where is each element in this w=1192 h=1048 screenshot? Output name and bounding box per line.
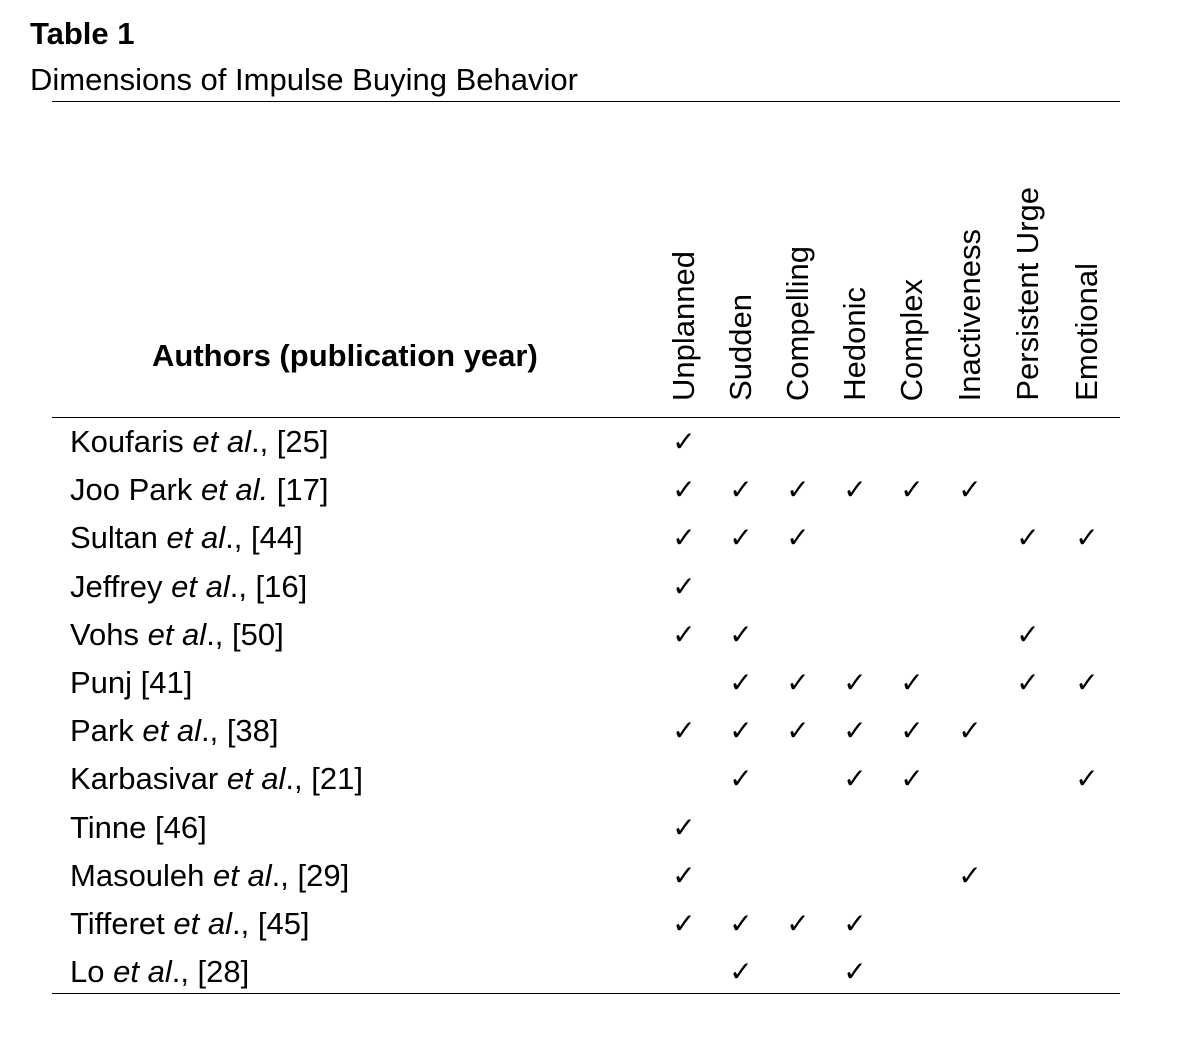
table-row xyxy=(0,563,1192,611)
table-row xyxy=(0,466,1192,514)
citation-ref: ., [44] xyxy=(225,520,303,556)
author-cell xyxy=(70,755,363,803)
check-mark-icon: ✓ xyxy=(843,714,867,748)
author-cell xyxy=(70,900,310,948)
table-row xyxy=(0,900,1192,948)
author-cell xyxy=(70,611,284,659)
table-title: Dimensions of Impulse Buying Behavior xyxy=(30,62,578,97)
check-mark-icon: ✓ xyxy=(786,666,810,699)
check-mark-icon: ✓ xyxy=(900,714,924,748)
citation-ref: ., [28] xyxy=(171,954,250,990)
check-mark-icon: ✓ xyxy=(672,473,696,507)
et-al: et al xyxy=(213,857,272,893)
author-name: Masouleh xyxy=(70,857,205,893)
author-name: Sultan xyxy=(70,520,158,556)
column-header-unplanned: Unplanned xyxy=(666,251,701,401)
author-name: Koufaris xyxy=(70,424,184,459)
check-mark-icon: ✓ xyxy=(843,762,867,796)
authors-column-header: Authors (publication year) xyxy=(152,338,538,373)
citation-ref: ., [50] xyxy=(206,616,284,652)
check-mark-icon: ✓ xyxy=(672,907,696,940)
check-mark-icon: ✓ xyxy=(786,521,810,555)
check-mark-icon: ✓ xyxy=(958,714,982,748)
column-header-compelling: Compelling xyxy=(780,245,815,401)
citation-ref: ., [38] xyxy=(200,713,279,749)
et-al: et al xyxy=(171,568,230,604)
table-row xyxy=(0,804,1192,852)
check-mark-icon: ✓ xyxy=(1075,521,1099,555)
citation-ref: [17] xyxy=(268,472,329,508)
check-mark-icon: ✓ xyxy=(786,473,810,507)
check-mark-icon: ✓ xyxy=(672,858,696,892)
check-mark-icon: ✓ xyxy=(729,714,753,748)
check-mark-icon: ✓ xyxy=(786,714,810,748)
et-al: et al xyxy=(192,424,251,459)
check-mark-icon: ✓ xyxy=(843,473,867,507)
table-row xyxy=(0,852,1192,900)
check-mark-icon: ✓ xyxy=(672,569,696,603)
author-cell xyxy=(70,852,349,900)
author-cell xyxy=(70,563,307,611)
check-mark-icon: ✓ xyxy=(843,907,867,940)
column-header-emotional: Emotional xyxy=(1069,263,1104,401)
et-al: et al xyxy=(142,713,201,749)
check-mark-icon: ✓ xyxy=(786,907,810,940)
author-cell xyxy=(70,418,329,466)
check-mark-icon: ✓ xyxy=(1016,666,1040,699)
check-mark-icon: ✓ xyxy=(1075,666,1099,699)
author-name: Vohs xyxy=(70,616,139,652)
author-cell xyxy=(70,804,207,852)
check-mark-icon: ✓ xyxy=(672,810,696,844)
author-name: Park xyxy=(70,713,134,749)
top-rule xyxy=(52,101,1120,102)
author-name: Lo xyxy=(70,954,105,990)
check-mark-icon: ✓ xyxy=(729,907,753,940)
table-row xyxy=(0,611,1192,659)
column-header-persistent-urge: Persistent Urge xyxy=(1010,187,1045,401)
author-name: Jeffrey xyxy=(70,568,163,604)
table-row xyxy=(0,659,1192,707)
check-mark-icon: ✓ xyxy=(729,473,753,507)
et-al: et al xyxy=(226,761,286,797)
author-name: Tinne [46] xyxy=(70,809,207,845)
et-al: et al xyxy=(147,616,207,652)
check-mark-icon: ✓ xyxy=(843,666,867,699)
et-al: et al xyxy=(173,906,232,941)
author-name: Tifferet xyxy=(70,906,165,941)
author-cell xyxy=(70,659,192,707)
table-number: Table 1 xyxy=(30,16,135,51)
citation-ref: ., [45] xyxy=(232,906,310,941)
author-name: Punj [41] xyxy=(70,665,193,700)
check-mark-icon: ✓ xyxy=(729,521,753,555)
column-header-hedonic: Hedonic xyxy=(837,287,872,401)
check-mark-icon: ✓ xyxy=(958,858,982,892)
citation-ref: ., [21] xyxy=(285,761,363,797)
citation-ref: ., [25] xyxy=(250,424,329,459)
check-mark-icon: ✓ xyxy=(900,473,924,507)
author-cell xyxy=(70,707,279,755)
table-row xyxy=(0,418,1192,466)
author-cell xyxy=(70,466,329,514)
check-mark-icon: ✓ xyxy=(729,617,753,651)
author-name: Joo Park xyxy=(70,472,193,508)
citation-ref: ., [29] xyxy=(271,857,350,893)
et-al: et al. xyxy=(200,472,269,508)
check-mark-icon: ✓ xyxy=(729,955,753,989)
check-mark-icon: ✓ xyxy=(672,521,696,555)
table-row xyxy=(0,707,1192,755)
author-cell xyxy=(70,514,303,562)
check-mark-icon: ✓ xyxy=(729,666,753,699)
table-row xyxy=(0,755,1192,803)
check-mark-icon: ✓ xyxy=(900,666,924,699)
check-mark-icon: ✓ xyxy=(1016,617,1040,651)
check-mark-icon: ✓ xyxy=(729,762,753,796)
table-row xyxy=(0,948,1192,996)
et-al: et al xyxy=(113,954,172,990)
citation-ref: ., [16] xyxy=(229,568,308,604)
author-cell xyxy=(70,948,249,996)
column-header-inactiveness: Inactiveness xyxy=(952,228,987,401)
check-mark-icon: ✓ xyxy=(1016,521,1040,555)
bottom-rule xyxy=(52,993,1120,994)
column-header-complex: Complex xyxy=(894,278,929,401)
check-mark-icon: ✓ xyxy=(672,617,696,651)
column-header-sudden: Sudden xyxy=(723,294,758,401)
check-mark-icon: ✓ xyxy=(843,955,867,989)
check-mark-icon: ✓ xyxy=(958,473,982,507)
et-al: et al xyxy=(166,520,226,556)
check-mark-icon: ✓ xyxy=(1075,762,1099,796)
check-mark-icon: ✓ xyxy=(672,425,696,458)
check-mark-icon: ✓ xyxy=(672,714,696,748)
check-mark-icon: ✓ xyxy=(900,762,924,796)
table-row xyxy=(0,514,1192,562)
author-name: Karbasivar xyxy=(70,761,219,797)
